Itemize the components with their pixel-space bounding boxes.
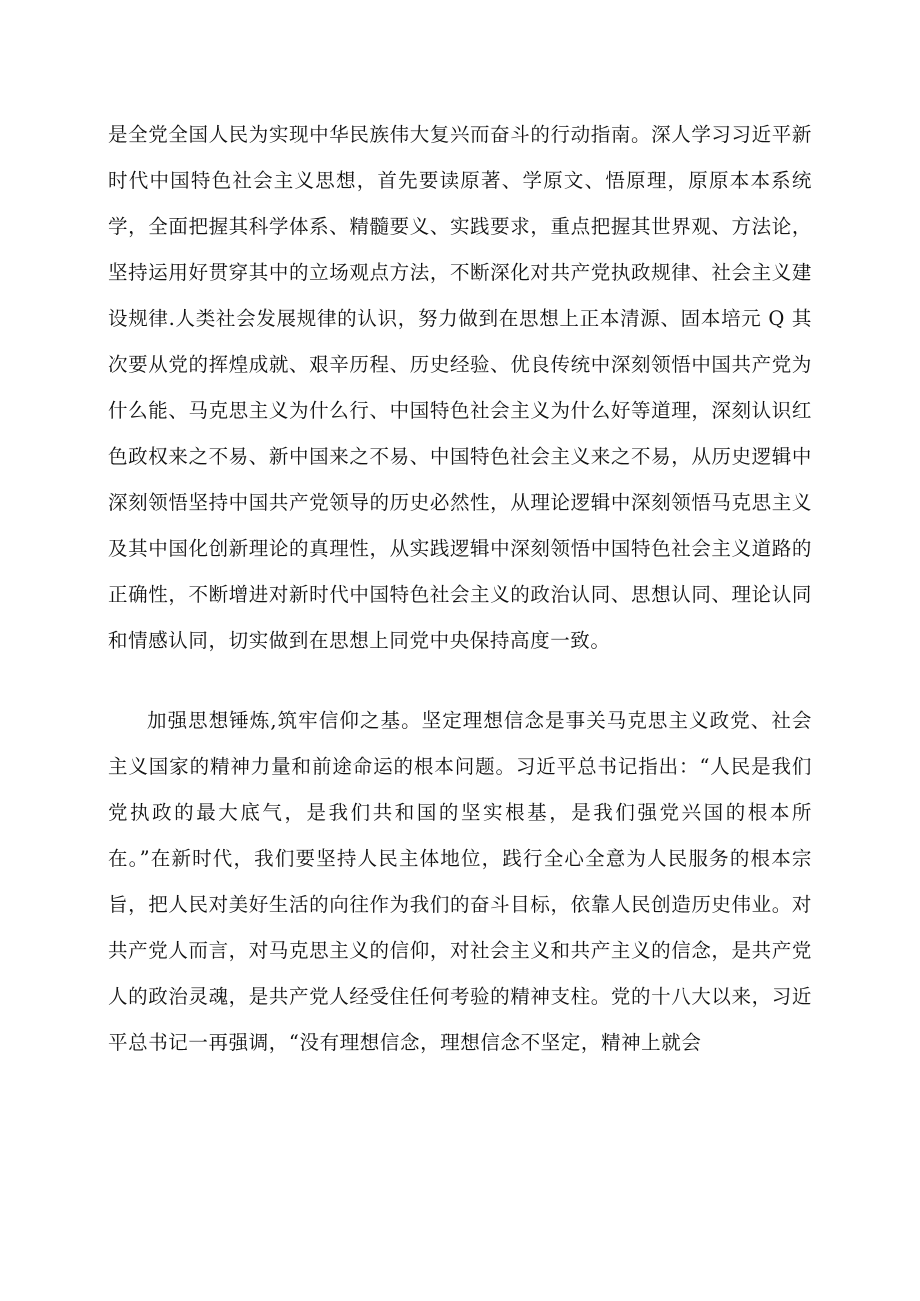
paragraph-2: 加强思想锤炼,筑牢信仰之基。坚定理想信念是事关马克思主义政党、社会主义国家的精神力量和前途命运的根本问题。习近平总书记指出：“人民是我们党执政的最大底气，是我们共和国的坚实根基，是我们强党兴国的根本所在。”在新时代，我们要坚持人民主体地位，践行全心全意为人民服务的根本宗旨，把人民对美好生活的向往作为我们的奋斗目标，依靠人民创造历史伟业。对共产党人而言，对马克思主义的信仰，对社会主义和共产主义的信念，是共产党人的政治灵魂，是共产党人经受住任何考验的精神支柱。党的十八大以来，习近平总书记一再强调，“没有理想信念，理想信念不坚定，精神上就会 — [108, 709, 812, 1054]
document-body — [108, 112, 812, 1066]
paragraph-1: 是全党全国人民为实现中华民族伟大复兴而奋斗的行动指南。深人学习习近平新时代中国特色社会主义思想，首先要读原著、学原文、悟原理，原原本本系统学，全面把握其科学体系、精髓要义、实践要求，重点把握其世界观、方法论，坚持运用好贯穿其中的立场观点方法，不断深化对共产党执政规律、社会主义建设规律.人类社会发展规律的认识，努力做到在思想上正本清源、固本培元 Q 其次要从党的挥煌成就、艰辛历程、历史经验、优良传统中深刻领悟中国共产党为什么能、马克思主义为什么行、中国特色社会主义为什么好等道理，深刻认识红色政权来之不易、新中国来之不易、中国特色社会主义来之不易，从历史逻辑中深刻领悟坚持中国共产党领导的历史必然性，从理论逻辑中深刻领悟马克思主义及其中国化创新理论的真理性，从实践逻辑中深刻领悟中国特色社会主义道路的正确性，不断增进对新时代中国特色社会主义的政治认同、思想认同、理论认同和情感认同，切实做到在思想上同党中央保持高度一致。 — [108, 123, 812, 652]
